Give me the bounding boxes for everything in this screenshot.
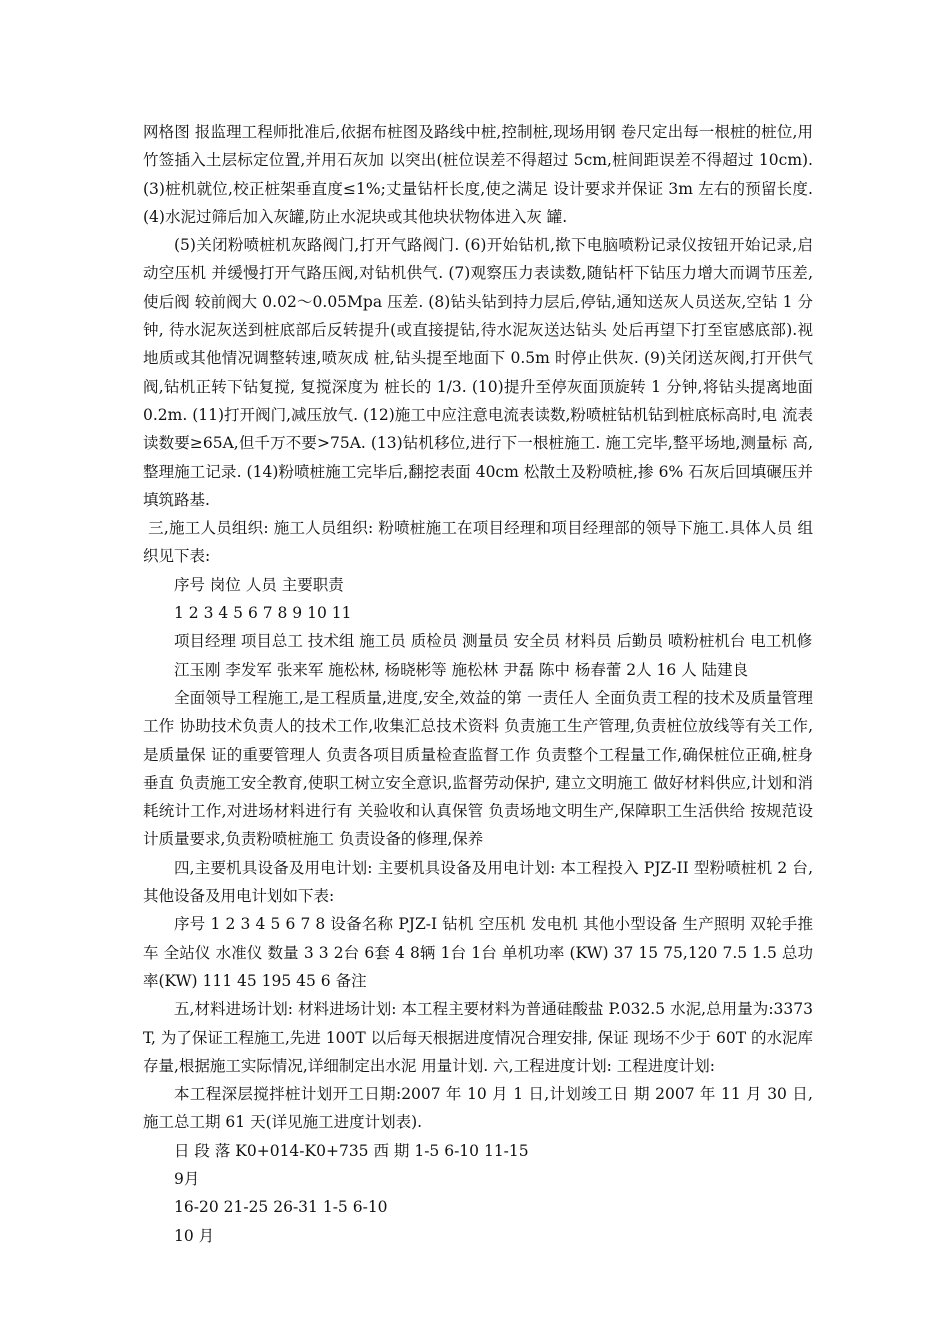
staff-table-positions: 项目经理 项目总工 技术组 施工员 质检员 测量员 安全员 材料员 后勤员 喷粉桩机台 电工机修 xyxy=(174,632,813,651)
equipment-table: 序号 1 2 3 4 5 6 7 8 设备名称 PJZ-I 钻机 空压机 发电机 其他小型设备 生产照明 双轮手推车 全站仪 水准仪 数量 3 3 2台 6套 4 8辆 1台 1台 单机功率 (KW) 37 15 75,120 7.5 1.5 总功率(KW) 111 45 195 45 6 备注 xyxy=(143,915,813,990)
paragraph-material-plan: 五,材料进场计划: 材料进场计划: 本工程主要材料为普通硅酸盐 P.032.5 水泥,总用量为:3373T, 为了保证工程施工,先进 100T 以后每天根据进度情况合理安排, 保证 现场不少于 60T 的水泥库存量,根据施工实际情况,详细制定出水泥 用量计划. 六,工程进度计划: 工程进度计划: xyxy=(143,1000,813,1075)
paragraph-schedule: 本工程深层搅拌桩计划开工日期:2007 年 10 月 1 日,计划竣工日 期 2007 年 11 月 30 日,施工总工期 61 天(详见施工进度计划表). xyxy=(143,1085,813,1132)
schedule-table-row-1: 日 段 落 K0+014-K0+735 西 期 1-5 6-10 11-15 xyxy=(174,1141,529,1160)
document-body xyxy=(143,118,818,1250)
schedule-table-month-september: 9月 xyxy=(174,1169,200,1188)
staff-table-duties: 全面领导工程施工,是工程质量,进度,安全,效益的第 一责任人 全面负责工程的技术及质量管理工作 协助技术负责人的技术工作,收集汇总技术资料 负责施工生产管理,负责桩位放线等有关工作,是质量保 证的重要管理人 负责各项目质量检查监督工作 负责整个工程量工作,确保桩位正确,桩身垂直 负责施工安全教育,使职工树立安全意识,监督劳动保护, 建立文明施工 做好材料供应,计划和消耗统计工作,对进场材料进行有 关验收和认真保管 负责场地文明生产,保障职工生活供给 按规范设计质量要求,负责粉喷桩施工 负责设备的修理,保养 xyxy=(143,688,813,849)
paragraph-equipment-plan: 四,主要机具设备及用电计划: 主要机具设备及用电计划: 本工程投入 PJZ-II 型粉喷桩机 2 台,其他设备及用电计划如下表: xyxy=(143,858,813,906)
paragraph-construction-steps-1-4: 网格图 报监理工程师批准后,依据布桩图及路线中桩,控制桩,现场用钢 卷尺定出每一根桩的桩位,用竹签插入土层标定位置,并用石灰加 以突出(桩位误差不得超过 5cm,桩间距误差不得超过 10cm). (3)桩机就位,校正桩架垂直度≤1%;丈量钻杆长度,使之满足 设计要求并保证 3m 左右的预留长度. (4)水泥过筛后加入灰罐,防止水泥块或其他块状物体进入灰 罐. xyxy=(143,123,818,226)
staff-table-people: 江玉刚 李发军 张来军 施松林, 杨晓彬等 施松林 尹磊 陈中 杨春蕾 2人 16 人 陆建良 xyxy=(174,660,749,679)
paragraph-staff-organization: 三,施工人员组织: 施工人员组织: 粉喷桩施工在项目经理和项目经理部的领导下施工.具体人员 组织见下表: xyxy=(143,519,813,566)
staff-table-header: 序号 岗位 人员 主要职责 xyxy=(174,575,344,594)
schedule-table-month-october: 10 月 xyxy=(174,1226,215,1245)
schedule-table-row-2: 16-20 21-25 26-31 1-5 6-10 xyxy=(174,1198,388,1217)
staff-table-numbers: 1 2 3 4 5 6 7 8 9 10 11 xyxy=(174,604,352,623)
paragraph-construction-steps-5-14: (5)关闭粉喷桩机灰路阀门,打开气路阀门. (6)开始钻机,揿下电脑喷粉记录仪按钮开始记录,启动空压机 并缓慢打开气路压阀,对钻机供气. (7)观察压力表读数,随钻杆下钻压力增大而调节压差,使后阀 较前阀大 0.02～0.05Mpa 压差. (8)钻头钻到持力层后,停钻,通知送灰人员送灰,空钻 1 分钟, 待水泥灰送到桩底部后反转提升(或直接提钻,待水泥灰送达钻头 处后再望下打至宦感底部).视地质或其他情况调整转速,喷灰成 桩,钻头提至地面下 0.5m 时停止供灰. (9)关闭送灰阀,打开供气阀,钻机正转下钻复搅, 复搅深度为 桩长的 1/3. (10)提升至停灰面顶旋转 1 分钟,将钻头提离地面 0.2m. (11)打开阀门,减压放气. (12)施工中应注意电流表读数,粉喷桩钻机钻到桩底标高时,电 流表读数要≥65A,但千万不要>75A. (13)钻机移位,进行下一根桩施工. 施工完毕,整平场地,测量标 高,整理施工记录. (14)粉喷桩施工完毕后,翻挖表面 40cm 松散土及粉喷桩,掺 6% 石灰后回填碾压并填筑路基. xyxy=(143,236,818,509)
